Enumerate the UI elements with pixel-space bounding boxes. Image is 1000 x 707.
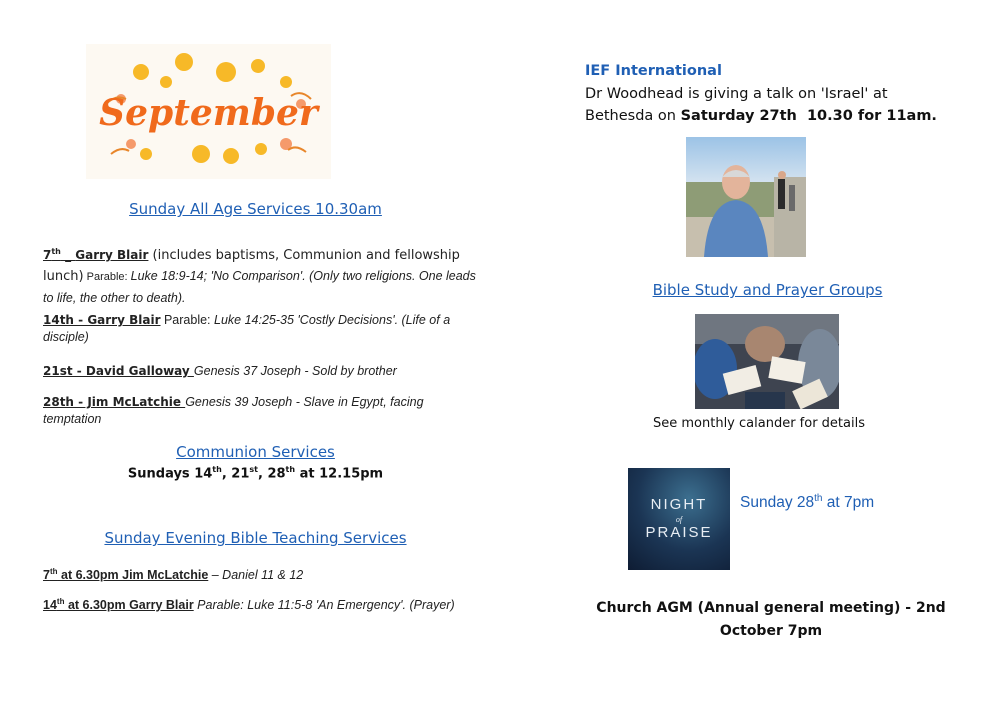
night-title: NIGHT <box>650 496 708 513</box>
night-of-praise-image <box>628 468 730 570</box>
agm-line-2: October 7pm <box>719 623 823 639</box>
evening-entry: 7th at 6.30pm Jim McLatchie – Daniel 11 & 12 <box>43 567 304 583</box>
communion-times: Sundays 14th, 21st, 28th at 12.15pm <box>127 465 384 482</box>
night-title-of: of <box>675 515 683 524</box>
september-banner <box>86 44 331 179</box>
ief-line-1: Dr Woodhead is giving a talk on 'Israel' at <box>585 86 888 102</box>
morning-services-heading: Sunday All Age Services 10.30am <box>129 200 382 218</box>
evening-entry: 14th at 6.30pm Garry Blair Parable: Luke 11:5-8 'An Emergency'. (Prayer) <box>43 597 455 613</box>
service-entry: 21st - David Galloway Genesis 37 Joseph - Sold by brother <box>43 364 397 378</box>
evening-services-heading: Sunday Evening Bible Teaching Services <box>104 529 407 547</box>
speaker-photo <box>686 137 806 257</box>
bible-study-photo <box>695 314 839 409</box>
agm-line-1: Church AGM (Annual general meeting) - 2nd <box>596 600 946 616</box>
communion-heading: Communion Services <box>176 443 335 461</box>
service-label: 7th _ Garry Blair <box>43 247 149 262</box>
night-of-praise-date: Sunday 28th at 7pm <box>740 493 875 512</box>
ief-title: IEF International <box>585 63 722 79</box>
service-entry: 28th - Jim McLatchie Genesis 39 Joseph - Slave in Egypt, facing temptation <box>43 395 424 426</box>
praise-title: PRAISE <box>645 524 713 541</box>
service-entry: 14th - Garry Blair Parable: Luke 14:25-35 'Costly Decisions'. (Life of a disciple) <box>43 313 451 344</box>
bible-study-caption: See monthly calander for details <box>653 416 865 431</box>
bible-study-heading: Bible Study and Prayer Groups <box>652 281 883 299</box>
banner-title: September <box>99 92 318 134</box>
service-entry: 7th _ Garry Blair (includes baptisms, Communion and fellowship lunch) Parable: Luke 18:9-14; 'No Comparison'. (Only two religions. One leads to life, the other to death). <box>43 247 476 305</box>
ief-line-2: Bethesda on Saturday 27th 10.30 for 11am. <box>585 108 937 124</box>
